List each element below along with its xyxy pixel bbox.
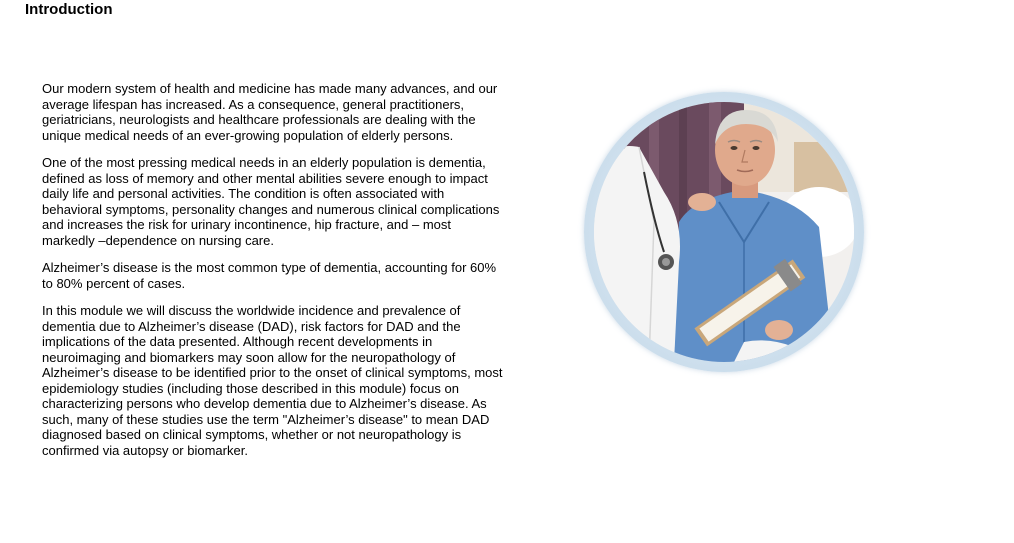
intro-body <box>42 81 507 470</box>
paragraph-1: Our modern system of health and medicine has made many advances, and our average lifespan has increased. As a consequence, general practitioners, geriatricians, neurologists and healthcare professionals are dealing with the unique medical needs of an ever-growing population of elderly persons. <box>42 81 498 143</box>
paragraph-4: In this module we will discuss the worldwide incidence and prevalence of dementia due to Alzheimer’s disease (DAD), risk factors for DAD and the implications of the data presented. Although recent developments in neuroimaging and biomarkers may soon allow for the neuropathology of Alzheimer’s disease to be identified prior to the onset of clinical symptoms, most epidemiology studies (including those described in this module) focus on characterizing persons who develop dementia due to Alzheimer’s disease. As such, many of these studies use the term "Alzheimer’s disease" to mean DAD diagnosed based on clinical symptoms, whether or not neuropathology is confirmed via autopsy or biomarker. <box>42 303 503 458</box>
paragraph-2: One of the most pressing medical needs in an elderly population is dementia, defined as loss of memory and other mental abilities severe enough to impact daily life and personal activities. The condition is often associated with behavioral symptoms, personality changes and numerous clinical complications and increases the risk for urinary incontinence, hip fracture, and – most markedly –dependence on nursing care. <box>42 155 500 248</box>
paragraph-3: Alzheimer’s disease is the most common type of dementia, accounting for 60% to 80% percent of cases. <box>42 260 497 291</box>
doctor-patient-photo <box>584 92 864 372</box>
doctor-patient-illustration <box>594 102 854 362</box>
page-title: Introduction <box>25 1 113 18</box>
